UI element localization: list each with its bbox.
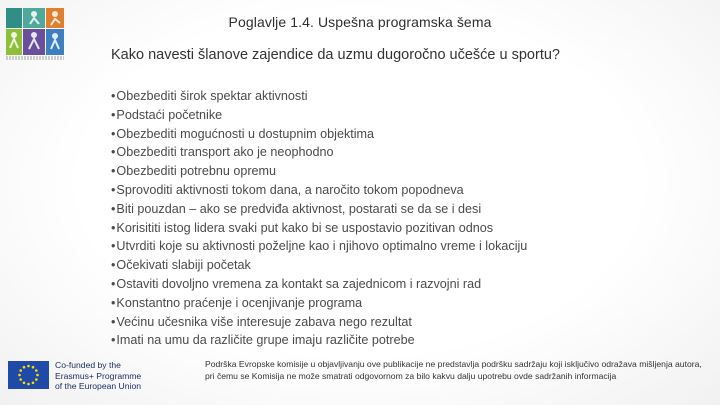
eu-star-icon (19, 369, 22, 372)
bullet-marker: • (111, 239, 116, 254)
bullet-marker: • (111, 145, 116, 160)
eu-line-3: of the European Union (55, 381, 142, 391)
eu-line-1: Co-funded by the (55, 360, 121, 370)
bullet-marker: • (111, 89, 116, 103)
bullet-marker: • (111, 201, 116, 216)
bullet-text: Obezbediti potrebnu opremu (116, 164, 277, 179)
bullet-marker: • (111, 333, 116, 348)
eu-star-icon (35, 378, 38, 381)
bullet-text: Korisititi istog lidera svaki put kako bi se uspostavio pozitivan odnos (116, 220, 494, 235)
eu-star-icon (23, 366, 26, 369)
bullet-text: Obezbediti širok spektar aktivnosti (116, 89, 308, 103)
bullet-item (111, 256, 527, 275)
bullet-text: Biti pouzdan – ako se predviđa aktivnost, postarati se da se i desi (116, 201, 482, 216)
bullet-item (111, 125, 527, 144)
bullet-text: Obezbediti transport ako je neophodno (116, 145, 334, 160)
bullet-item (111, 143, 527, 162)
eu-flag-icon (8, 361, 49, 389)
bullet-item (111, 219, 527, 238)
eu-star-icon (32, 381, 35, 384)
bullet-marker: • (111, 314, 116, 329)
bullet-item (111, 106, 527, 125)
logo-caption-strip (6, 56, 64, 60)
slide-title: Poglavlje 1.4. Uspešna programska šema (228, 14, 492, 30)
bullet-item (111, 313, 527, 332)
eu-star-icon (27, 383, 30, 386)
eu-star-icon (27, 365, 30, 368)
eu-cofunded-text (55, 360, 141, 392)
bullet-text: Sprovoditi aktivnosti tokom dana, a naročito tokom popodneva (116, 182, 464, 197)
bullet-marker: • (111, 164, 116, 179)
bullet-text: Obezbediti mogućnosti u dostupnim objektima (116, 126, 375, 141)
bullet-item (111, 237, 527, 256)
bullet-text: Većinu učesnika više interesuje zabava nego rezultat (116, 314, 412, 329)
bullet-text: Ostaviti dovoljno vremena za kontakt sa zajednicom i razvojni rad (116, 276, 482, 291)
bullet-marker: • (111, 258, 116, 273)
bullet-text: Imati na umu da različite grupe imaju različite potrebe (116, 333, 415, 348)
bullet-item (111, 162, 527, 181)
eu-star-icon (23, 381, 26, 384)
bullet-text: Očekivati slabiji početak (116, 258, 251, 273)
eu-star-icon (32, 366, 35, 369)
eu-line-2: Erasmus+ Programme (55, 370, 142, 381)
bullet-item (111, 87, 527, 106)
eu-star-icon (18, 374, 21, 377)
slide-subtitle: Kako navesti šlanove zajendice da uzmu dugoročno učešće u sportu? (111, 47, 560, 63)
bullet-item (111, 275, 527, 294)
eu-star-icon (35, 369, 38, 372)
eu-disclaimer: Podrška Evropske komisije u objavljivanju ove publikacije ne predstavlja podršku sadržaju koji isključivo odražava mišljenja autora, pri čemu se Komisija ne može smatrati odgovornom za bilo kakvu dalju upotrebu ovde sadržanih informacija (205, 359, 702, 382)
bullet-marker: • (111, 107, 116, 122)
bullet-item (111, 294, 527, 313)
bullet-item (111, 200, 527, 219)
bullet-text: Konstantno praćenje i ocenjivanje programa (116, 295, 363, 310)
bullet-marker: • (111, 220, 116, 235)
bullet-marker: • (111, 295, 116, 310)
bullet-marker: • (111, 182, 116, 197)
eu-stars-icon (8, 361, 49, 389)
bullet-marker: • (111, 126, 116, 141)
bullet-text: Utvrditi koje su aktivnosti poželjne kao i njihovo optimalno vreme i lokaciju (116, 239, 528, 254)
bullet-marker: • (111, 276, 116, 291)
bullet-item (111, 181, 527, 200)
eu-star-icon (36, 374, 39, 377)
bullet-item (111, 331, 527, 350)
bullet-text: Podstaći početnike (116, 107, 223, 122)
bullet-list (111, 87, 527, 350)
eu-star-icon (19, 378, 22, 381)
